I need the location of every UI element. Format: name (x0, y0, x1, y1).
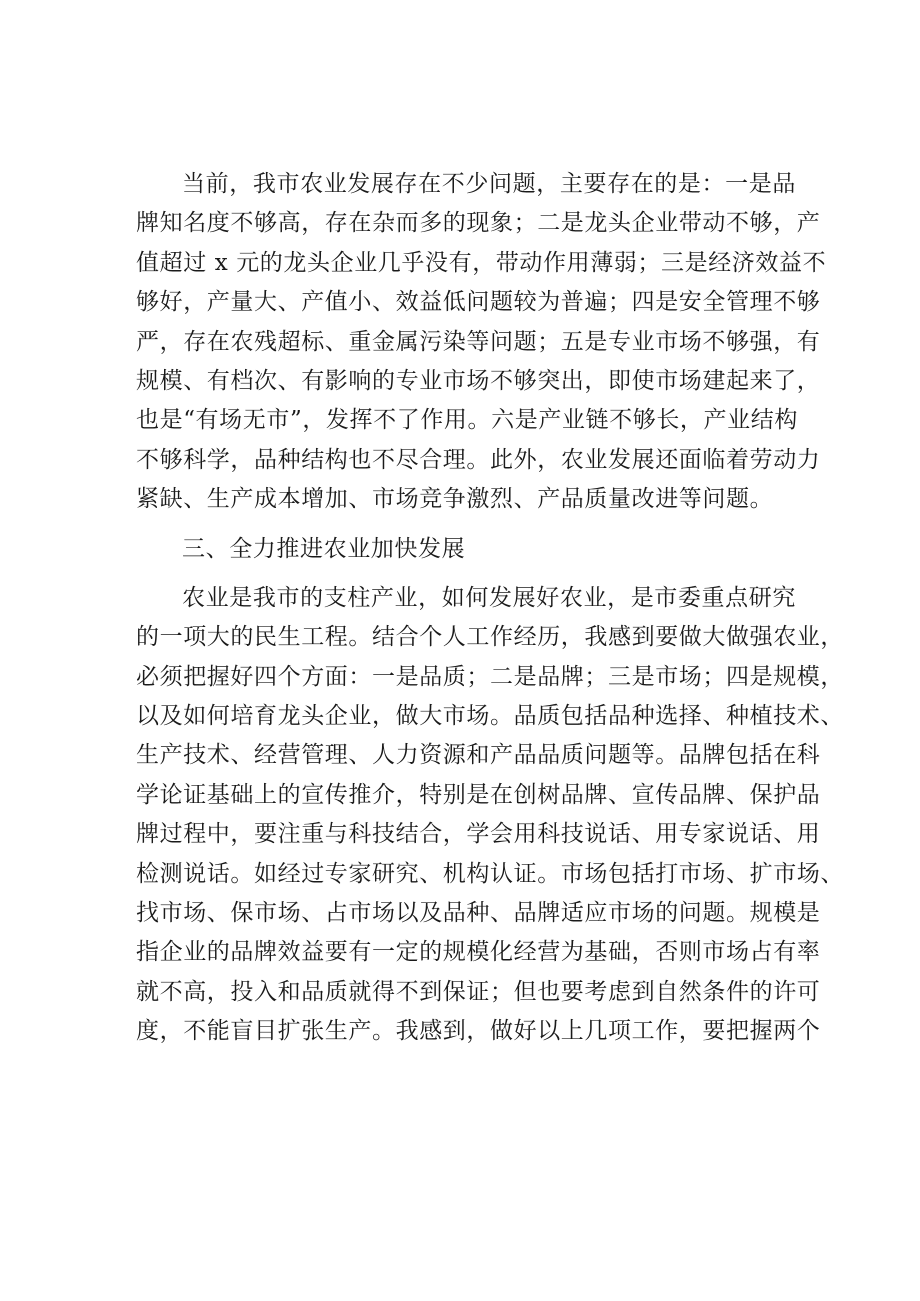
text-line: 生产技术、经营管理、人力资源和产品品质问题等。品牌包括在科 (136, 742, 821, 769)
text-line: 牌知名度不够高，存在杂而多的现象；二是龙头企业带动不够，产 (136, 210, 821, 237)
text-line: 指企业的品牌效益要有一定的规模化经营为基础，否则市场占有率 (136, 939, 821, 966)
text-line: 检测说话。如经过专家研究、机构认证。市场包括打市场、扩市场、 (136, 860, 844, 887)
paragraph-problems (136, 165, 827, 520)
text-line: 当前，我市农业发展存在不少问题，主要存在的是：一是品 (182, 171, 796, 197)
text-line: 以及如何培育龙头企业，做大市场。品质包括品种选择、种植技术、 (136, 703, 844, 730)
text-line: 找市场、保市场、占市场以及品种、品牌适应市场的问题。规模是 (136, 900, 821, 927)
paragraph-agriculture (136, 579, 844, 1052)
text-line: 够好，产量大、产值小、效益低问题较为普遍；四是安全管理不够 (136, 289, 821, 316)
text-line: 学论证基础上的宣传推介，特别是在创树品牌、宣传品牌、保护品 (136, 781, 821, 808)
text-line: 也是“有场无市”，发挥不了作用。六是产业链不够长，产业结构 (136, 407, 798, 434)
text-line: 规模、有档次、有影响的专业市场不够突出，即使市场建起来了， (136, 367, 821, 394)
text-line: 牌过程中，要注重与科技结合，学会用科技说话、用专家说话、用 (136, 821, 821, 848)
text-line: 紧缺、生产成本增加、市场竞争激烈、产品质量改进等问题。 (136, 486, 774, 513)
text-line: 严，存在农残超标、重金属污染等问题；五是专业市场不够强，有 (136, 328, 821, 355)
text-line: 就不高，投入和品质就得不到保证；但也要考虑到自然条件的许可 (136, 978, 821, 1005)
document-body (136, 165, 844, 1052)
text-line: 必须把握好四个方面：一是品质；二是品牌；三是市场；四是规模， (136, 663, 844, 690)
text-line: 的一项大的民生工程。结合个人工作经历，我感到要做大做强农业， (136, 624, 844, 651)
text-line: 农业是我市的支柱产业，如何发展好农业，是市委重点研究 (182, 584, 796, 611)
text-line: 度，不能盲目扩张生产。我感到，做好以上几项工作，要把握两个 (136, 1018, 821, 1045)
section-heading: 三、全力推进农业加快发展 (182, 535, 466, 562)
text-line: 值超过 x 元的龙头企业几乎没有，带动作用薄弱；三是经济效益不 (136, 249, 827, 276)
text-line: 不够科学，品种结构也不尽合理。此外，农业发展还面临着劳动力 (136, 446, 821, 473)
